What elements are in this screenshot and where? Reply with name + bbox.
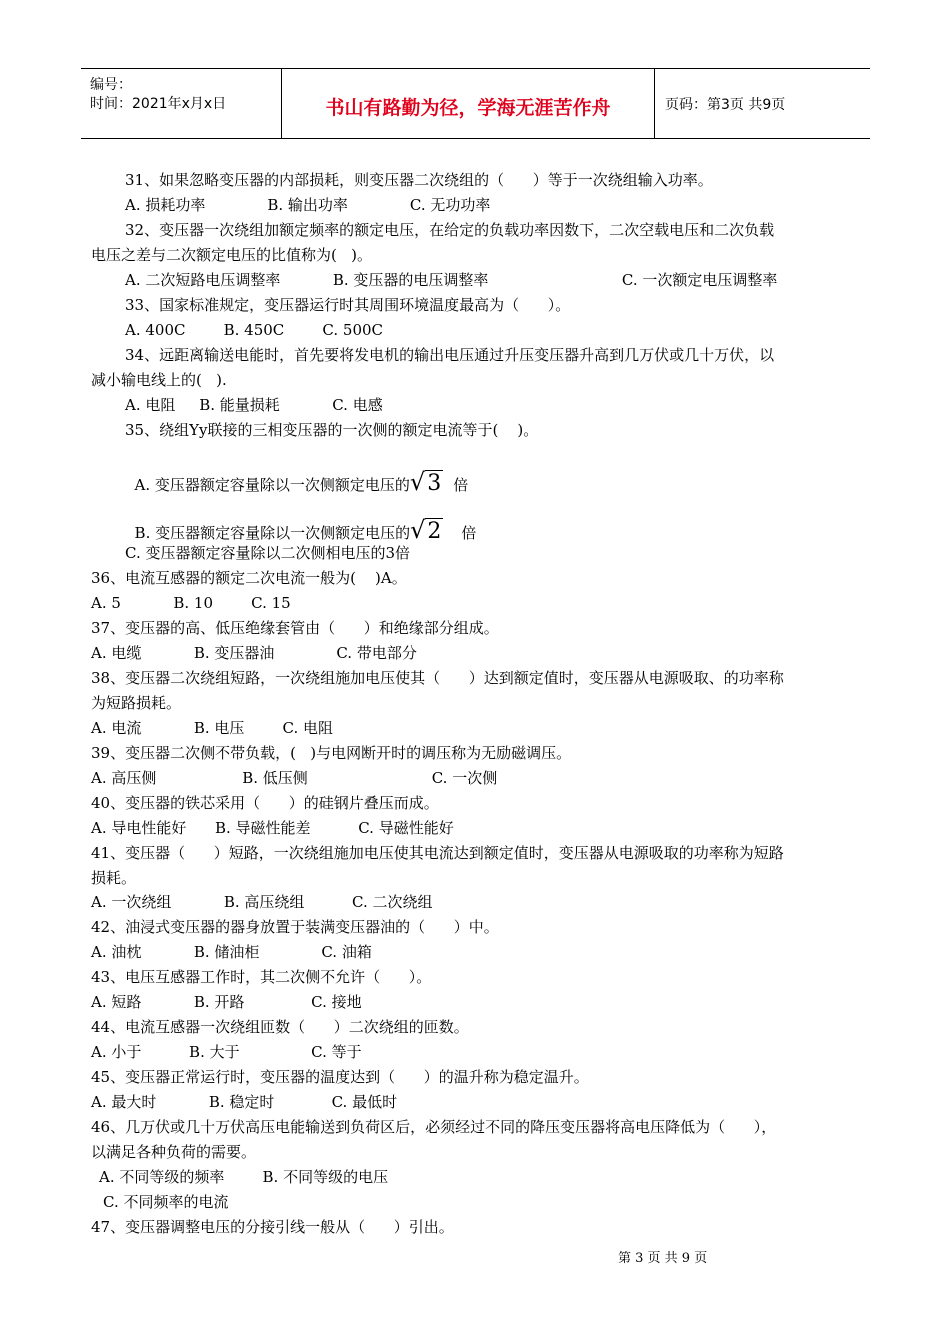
page-footer: 第 3 页 共 9 页 bbox=[618, 1251, 708, 1266]
header-motto: 书山有路勤为径，学海无涯苦作舟 bbox=[325, 97, 611, 119]
question-45: 45、变压器正常运行时，变压器的温度达到（ ）的温升称为稳定温升。 bbox=[91, 1068, 589, 1086]
options-34: A. 电阻 B. 能量损耗 C. 电感 bbox=[125, 396, 383, 414]
sqrt-2-formula: √2 bbox=[410, 516, 442, 544]
option-35-a bbox=[125, 455, 468, 494]
question-31: 31、如果忽略变压器的内部损耗，则变压器二次绕组的（ ）等于一次绕组输入功率。 bbox=[125, 171, 713, 189]
options-44: A. 小于 B. 大于 C. 等于 bbox=[91, 1043, 362, 1061]
options-40: A. 导电性能好 B. 导磁性能差 C. 导磁性能好 bbox=[91, 819, 454, 837]
option-35-b-suffix: 倍 bbox=[461, 524, 477, 542]
question-42: 42、油浸式变压器的器身放置于装满变压器油的（ ）中。 bbox=[91, 918, 499, 936]
options-42: A. 油枕 B. 储油柜 C. 油箱 bbox=[91, 943, 372, 961]
options-45: A. 最大时 B. 稳定时 C. 最低时 bbox=[91, 1093, 398, 1111]
question-32-line2: 电压之差与二次额定电压的比值称为( )。 bbox=[91, 246, 373, 264]
question-35: 35、绕组Yy联接的三相变压器的一次侧的额定电流等于( )。 bbox=[125, 421, 539, 439]
options-33: A. 400C B. 450C C. 500C bbox=[125, 321, 384, 339]
question-41-line2: 损耗。 bbox=[91, 869, 137, 887]
option-35-c: C. 变压器额定容量除以二次侧相电压的3倍 bbox=[125, 544, 411, 562]
doc-number-label: 编号： bbox=[90, 77, 132, 93]
doc-date-label: 时间：2021年x月x日 bbox=[90, 96, 227, 112]
option-35-b bbox=[125, 503, 476, 542]
options-36: A. 5 B. 10 C. 15 bbox=[91, 594, 291, 612]
question-38-line2: 为短路损耗。 bbox=[91, 694, 182, 712]
question-43: 43、电压互感器工作时，其二次侧不允许（ ）。 bbox=[91, 968, 432, 986]
options-37: A. 电缆 B. 变压器油 C. 带电部分 bbox=[91, 644, 417, 662]
question-39: 39、变压器二次侧不带负载，( )与电网断开时的调压称为无励磁调压。 bbox=[91, 744, 572, 762]
question-34-line1: 34、远距离输送电能时，首先要将发电机的输出电压通过升压变压器升高到几万伏或几十万伏，以 bbox=[125, 346, 775, 364]
option-35-b-text: B. 变压器额定容量除以一次侧额定电压的 bbox=[134, 524, 411, 542]
sqrt-3-radicand: 3 bbox=[427, 471, 442, 496]
options-46-ab: A. 不同等级的频率 B. 不同等级的电压 bbox=[99, 1168, 389, 1186]
question-34-line2: 减小输电线上的( ). bbox=[91, 371, 227, 389]
options-41: A. 一次绕组 B. 高压绕组 C. 二次绕组 bbox=[91, 893, 433, 911]
question-36: 36、电流互感器的额定二次电流一般为( )A。 bbox=[91, 569, 407, 587]
options-39: A. 高压侧 B. 低压侧 C. 一次侧 bbox=[91, 769, 498, 787]
question-46-line2: 以满足各种负荷的需要。 bbox=[91, 1143, 257, 1161]
sqrt-3-formula: √3 bbox=[409, 468, 442, 496]
question-33: 33、国家标准规定，变压器运行时其周围环境温度最高为（ ）。 bbox=[125, 296, 571, 314]
options-38: A. 电流 B. 电压 C. 电阻 bbox=[91, 719, 334, 737]
header-page-label: 页码：第3页 共9页 bbox=[665, 97, 786, 113]
option-35-a-text: A. 变压器额定容量除以一次侧额定电压的 bbox=[134, 476, 410, 494]
question-38-line1: 38、变压器二次绕组短路，一次绕组施加电压使其（ ）达到额定值时，变压器从电源吸取、的功率称 bbox=[91, 669, 784, 687]
options-32: A. 二次短路电压调整率 B. 变压器的电压调整率 C. 一次额定电压调整率 bbox=[125, 271, 778, 289]
question-44: 44、电流互感器一次绕组匝数（ ）二次绕组的匝数。 bbox=[91, 1018, 469, 1036]
header-meta-cell bbox=[81, 69, 282, 138]
option-35-a-suffix: 倍 bbox=[453, 476, 469, 494]
header-motto-cell bbox=[282, 69, 655, 138]
question-40: 40、变压器的铁芯采用（ ）的硅钢片叠压而成。 bbox=[91, 794, 439, 812]
question-37: 37、变压器的高、低压绝缘套管由（ ）和绝缘部分组成。 bbox=[91, 619, 499, 637]
sqrt-2-radicand: 2 bbox=[427, 519, 442, 544]
question-41-line1: 41、变压器（ ）短路，一次绕组施加电压使其电流达到额定值时，变压器从电源吸取的功率称为短路 bbox=[91, 844, 784, 862]
options-43: A. 短路 B. 开路 C. 接地 bbox=[91, 993, 362, 1011]
header-page-cell bbox=[655, 69, 870, 138]
question-32-line1: 32、变压器一次绕组加额定频率的额定电压，在给定的负载功率因数下，二次空载电压和二次负载 bbox=[125, 221, 775, 239]
options-46-c: C. 不同频率的电流 bbox=[103, 1193, 229, 1211]
question-47: 47、变压器调整电压的分接引线一般从（ ）引出。 bbox=[91, 1218, 454, 1236]
page-header bbox=[81, 68, 870, 139]
options-31: A. 损耗功率 B. 输出功率 C. 无功功率 bbox=[125, 196, 491, 214]
question-46-line1: 46、几万伏或几十万伏高压电能输送到负荷区后，必须经过不同的降压变压器将高电压降低为（ ）， bbox=[91, 1118, 777, 1136]
